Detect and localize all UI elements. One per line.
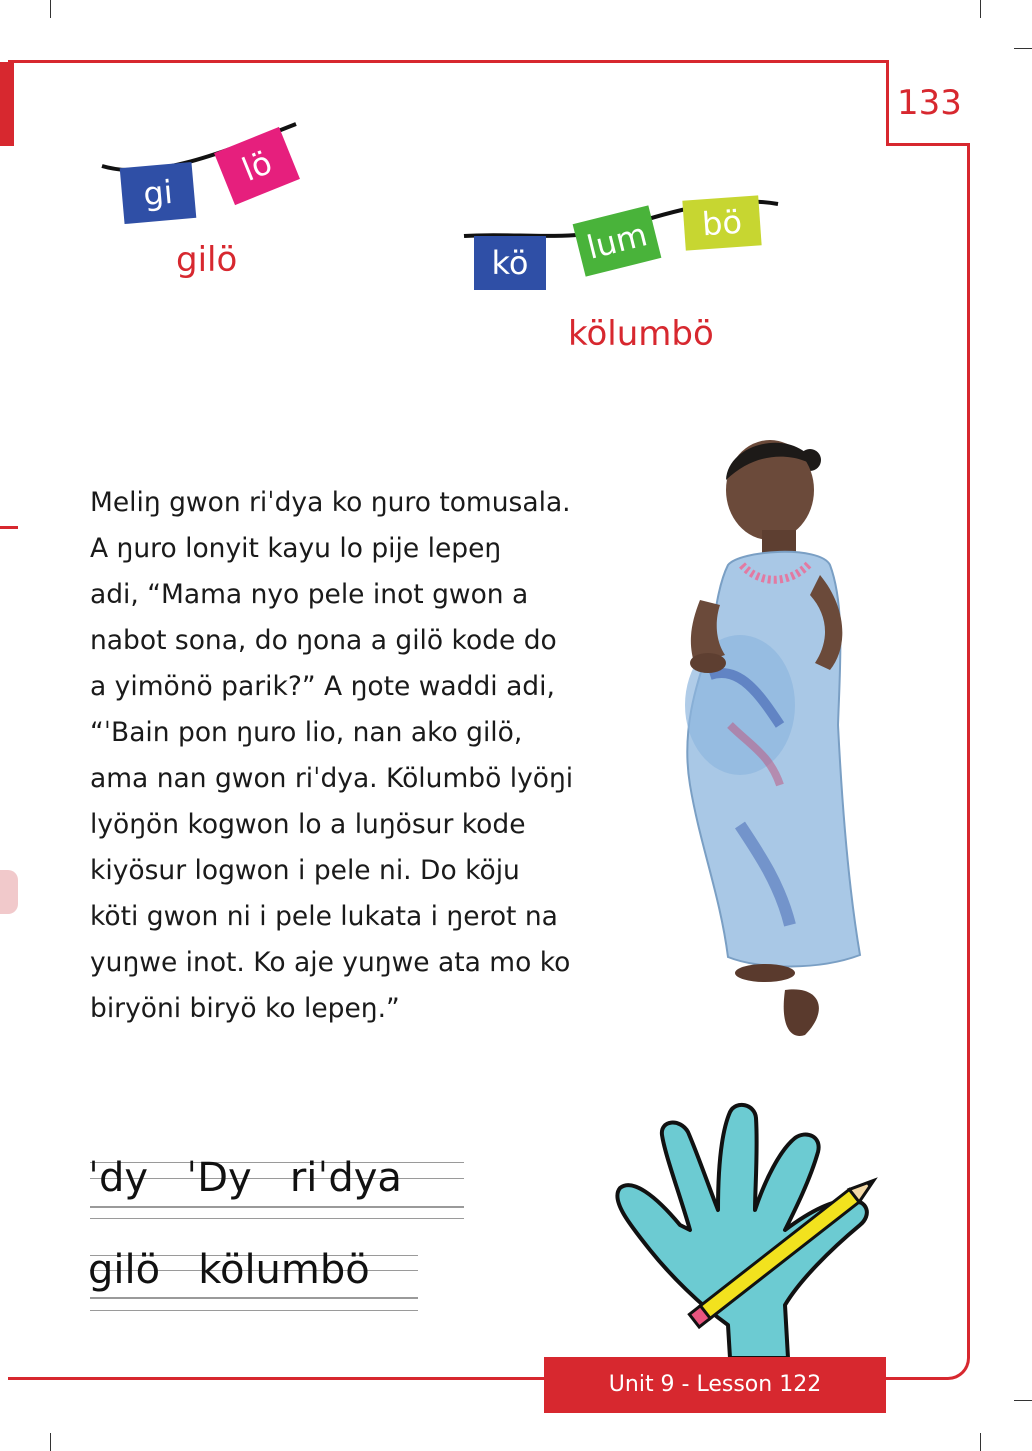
crop-mark [980,0,981,18]
crop-mark [50,1433,51,1451]
crop-mark [1014,48,1032,49]
word-gilo: gilö [176,240,238,280]
syllable-flag-ko: kö [474,236,546,290]
story-line: Meliŋ gwon riˈdya ko ŋuro tomusala. [90,487,571,518]
story-line: yuŋwe inot. Ko aje yuŋwe ata mo ko [90,947,571,978]
writing-guide-line [90,1218,464,1219]
left-edge-marker [0,870,18,914]
syllable-flag-bo: bö [682,195,761,250]
story-line: biryöni biryö ko lepeŋ.” [90,993,400,1024]
crop-mark [1014,1400,1032,1401]
left-edge-tick [0,526,18,529]
practice-line-1: ˈdy ˈDy riˈdya [88,1155,402,1201]
story-line: “ˈBain pon ŋuro lio, nan ako gilö, [90,717,523,748]
story-line: A ŋuro lonyit kayu lo pije lepeŋ [90,533,502,564]
story-line: nabot sona, do ŋona a gilö kode do [90,625,557,656]
writing-guide-line [90,1310,418,1311]
story-line: kiyösur logwon i pele ni. Do köju [90,855,520,886]
story-line: a yimönö parik?” A ŋote waddi adi, [90,671,555,702]
story-line: lyöŋön kogwon lo a luŋösur kode [90,809,526,840]
story-line: köti gwon ni i pele lukata i ŋerot na [90,901,558,932]
word-kolumbo: kölumbö [568,314,714,354]
pregnant-woman-illustration [670,425,870,1050]
story-line: adi, “Mama nyo pele inot gwon a [90,579,529,610]
lesson-footer: Unit 9 - Lesson 122 [544,1357,886,1413]
story-text [90,480,650,1032]
left-edge-tab [0,62,14,146]
syllable-flag-lo: lö [214,127,300,205]
writing-guide-line [90,1206,464,1208]
syllable-flag-lum: lum [573,205,662,276]
crop-mark [980,1433,981,1451]
hand-with-pencil-icon [610,1100,910,1360]
syllable-flag-gi: gi [120,162,197,224]
writing-guide-line [90,1297,418,1299]
crop-mark [50,0,51,18]
practice-line-2: gilö kölumbö [88,1247,370,1293]
story-line: ama nan gwon riˈdya. Kölumbö lyöŋi [90,763,574,794]
page-number: 133 [886,60,970,146]
